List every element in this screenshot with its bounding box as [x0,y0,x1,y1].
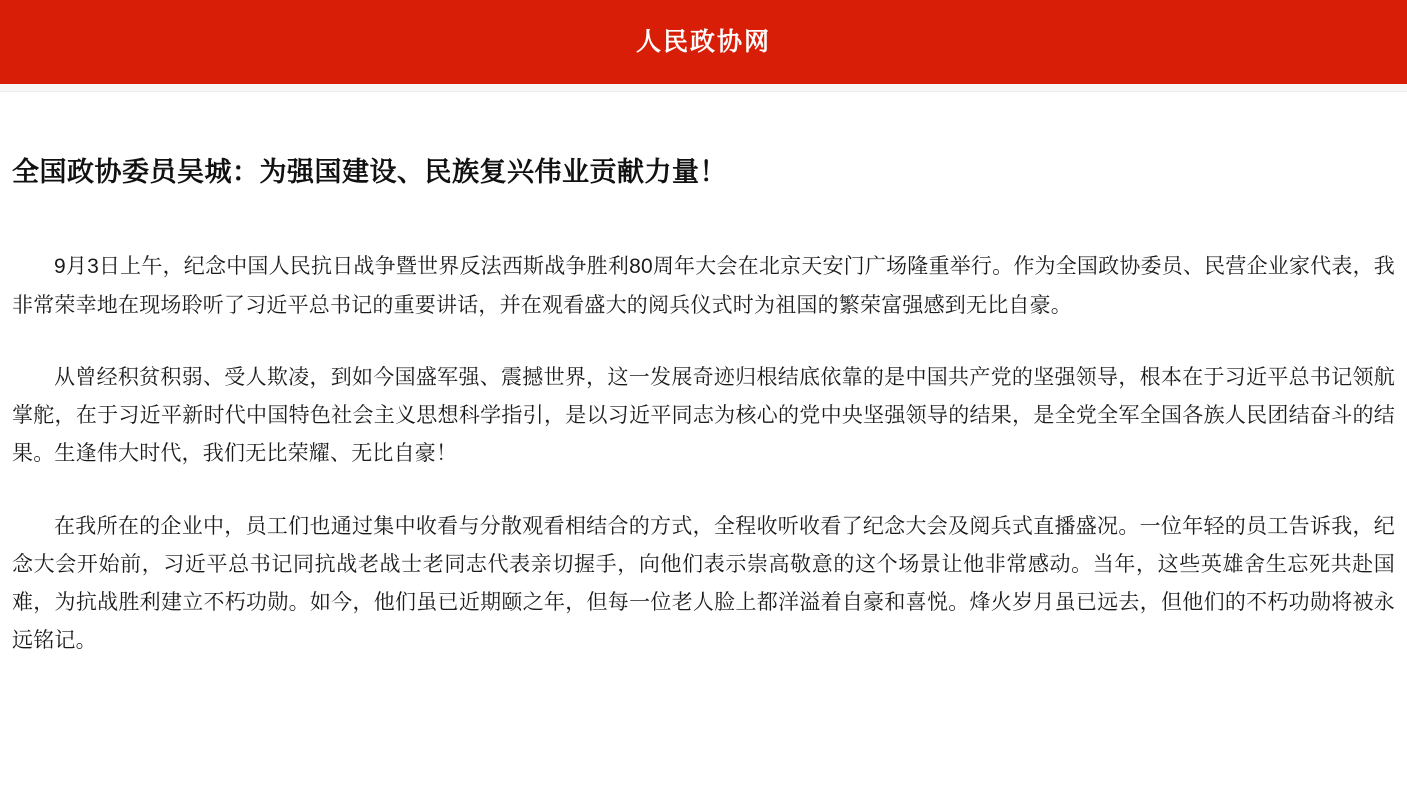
site-header [0,0,1407,84]
article-paragraph: 在我所在的企业中，员工们也通过集中收看与分散观看相结合的方式，全程收听收看了纪念大会及阅兵式直播盛况。一位年轻的员工告诉我，纪念大会开始前，习近平总书记同抗战老战士老同志代表亲切握手，向他们表示崇高敬意的这个场景让他非常感动。当年，这些英雄舍生忘死共赴国难，为抗战胜利建立不朽功勋。如今，他们虽已近期颐之年，但每一位老人脸上都洋溢着自豪和喜悦。烽火岁月虽已远去，但他们的不朽功勋将被永远铭记。 [12,514,1395,653]
site-title: 人民政协网 [635,27,771,56]
article-body [12,190,1395,660]
page-title: 全国政协委员吴城：为强国建设、民族复兴伟业贡献力量！ [12,157,727,187]
header-divider [0,84,1407,92]
article-paragraph: 从曾经积贫积弱、受人欺凌，到如今国盛军强、震撼世界，这一发展奇迹归根结底依靠的是中国共产党的坚强领导，根本在于习近平总书记领航掌舵，在于习近平新时代中国特色社会主义思想科学指引，是以习近平同志为核心的党中央坚强领导的结果，是全党全军全国各族人民团结奋斗的结果。生逢伟大时代，我们无比荣耀、无比自豪！ [12,365,1395,466]
article-container [0,92,1407,660]
article-paragraph: 9月3日上午，纪念中国人民抗日战争暨世界反法西斯战争胜利80周年大会在北京天安门广场隆重举行。作为全国政协委员、民营企业家代表，我非常荣幸地在现场聆听了习近平总书记的重要讲话，并在观看盛大的阅兵仪式时为祖国的繁荣富强感到无比自豪。 [12,255,1395,317]
